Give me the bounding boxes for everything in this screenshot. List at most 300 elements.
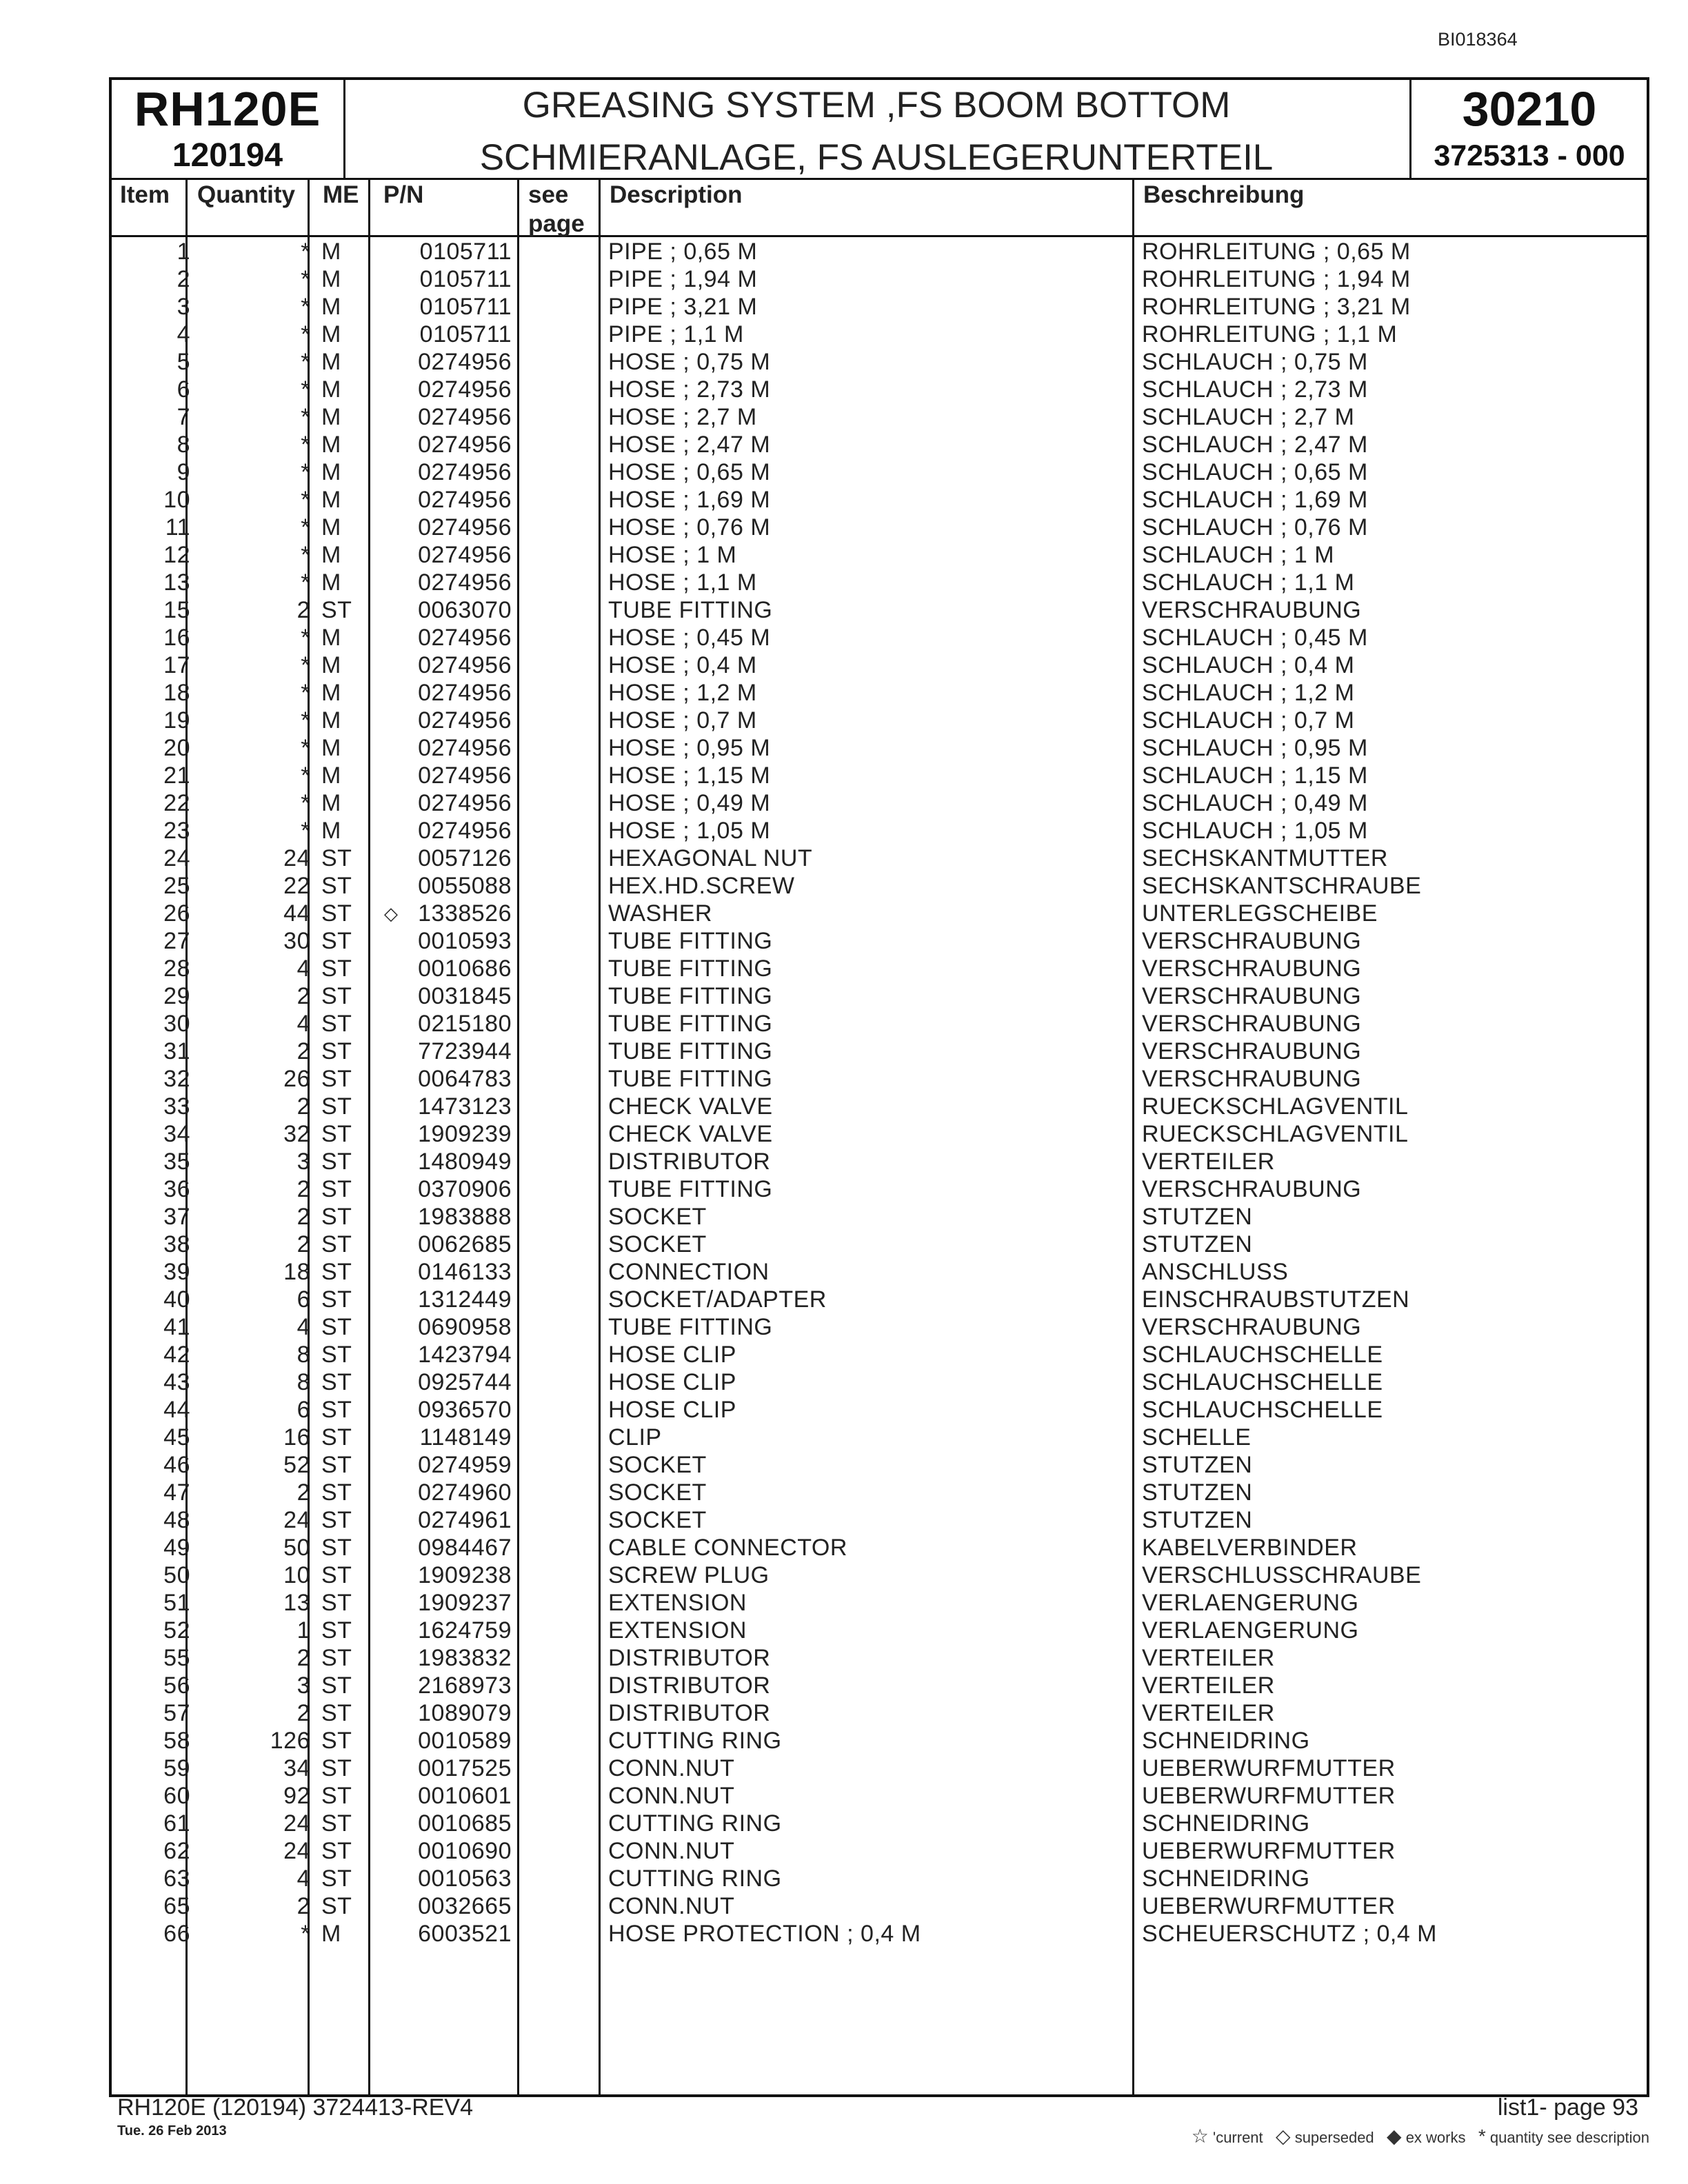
- item-cell: 29: [163, 983, 190, 1009]
- table-row: [112, 1726, 1647, 1754]
- see-page-line-1: see: [528, 181, 569, 208]
- item-cell: 57: [163, 1700, 190, 1726]
- description-cell: HOSE ; 1,1 M: [608, 569, 757, 596]
- pn-cell: 1148149: [419, 1424, 512, 1450]
- me-cell: ST: [321, 1149, 352, 1175]
- me-cell: M: [321, 707, 341, 734]
- description-cell: HOSE ; 1 M: [608, 542, 737, 568]
- diamond-outline-icon: ◇: [1276, 2125, 1291, 2147]
- beschreibung-cell: SECHSKANTMUTTER: [1142, 845, 1388, 871]
- description-cell: TUBE FITTING: [608, 1176, 773, 1202]
- quantity-cell: *: [301, 707, 310, 734]
- table-row: [112, 1202, 1647, 1230]
- item-cell: 22: [163, 790, 190, 816]
- me-cell: M: [321, 680, 341, 706]
- beschreibung-cell: VERSCHRAUBUNG: [1142, 1011, 1362, 1037]
- item-cell: 56: [163, 1672, 190, 1699]
- quantity-cell: 8: [297, 1342, 310, 1368]
- legend-superseded-label: superseded: [1294, 2129, 1374, 2146]
- quantity-cell: 50: [283, 1535, 310, 1561]
- beschreibung-cell: STUTZEN: [1142, 1479, 1253, 1506]
- table-row: [112, 1588, 1647, 1616]
- footer-page: list1- page 93: [1497, 2094, 1638, 2121]
- pn-cell: 0690958: [418, 1314, 512, 1340]
- pn-cell: 0062685: [418, 1231, 512, 1257]
- me-cell: ST: [321, 1452, 352, 1478]
- beschreibung-cell: SCHNEIDRING: [1142, 1810, 1310, 1837]
- table-row: [112, 513, 1647, 540]
- quantity-cell: 2: [297, 1893, 310, 1919]
- pn-cell: 6003521: [418, 1921, 512, 1947]
- quantity-cell: *: [301, 818, 310, 844]
- item-cell: 50: [163, 1562, 190, 1588]
- me-cell: ST: [321, 1231, 352, 1257]
- pn-cell: 0105711: [419, 266, 512, 292]
- item-cell: 21: [163, 762, 190, 789]
- quantity-cell: *: [301, 487, 310, 513]
- pn-cell: 0984467: [418, 1535, 512, 1561]
- table-row: [112, 789, 1647, 816]
- beschreibung-cell: UEBERWURFMUTTER: [1142, 1838, 1396, 1864]
- pn-cell: 1909238: [418, 1562, 512, 1588]
- pn-cell: 0925744: [418, 1369, 512, 1395]
- me-cell: M: [321, 376, 341, 403]
- description-cell: CUTTING RING: [608, 1728, 782, 1754]
- description-cell: TUBE FITTING: [608, 956, 773, 982]
- quantity-cell: *: [301, 762, 310, 789]
- table-row: [112, 292, 1647, 320]
- item-cell: 25: [163, 873, 190, 899]
- column-header-see-page: [528, 181, 585, 239]
- quantity-cell: *: [301, 542, 310, 568]
- beschreibung-cell: RUECKSCHLAGVENTIL: [1142, 1093, 1409, 1120]
- me-cell: ST: [321, 1066, 352, 1092]
- table-row: [112, 899, 1647, 927]
- quantity-cell: 3: [297, 1149, 310, 1175]
- beschreibung-cell: SCHLAUCH ; 0,65 M: [1142, 459, 1368, 485]
- table-row: [112, 568, 1647, 596]
- group-number: 30210: [1462, 82, 1597, 136]
- description-cell: HOSE CLIP: [608, 1397, 736, 1423]
- description-cell: HOSE ; 0,75 M: [608, 349, 771, 375]
- me-cell: ST: [321, 1590, 352, 1616]
- item-cell: 45: [163, 1424, 190, 1450]
- column-header-quantity: Quantity: [197, 181, 295, 208]
- item-cell: 17: [163, 652, 190, 678]
- beschreibung-cell: SCHLAUCH ; 0,4 M: [1142, 652, 1355, 678]
- quantity-cell: *: [301, 294, 310, 320]
- quantity-cell: 30: [283, 928, 310, 954]
- pn-cell: 0105711: [419, 321, 512, 347]
- me-cell: ST: [321, 1728, 352, 1754]
- table-row: [112, 320, 1647, 347]
- pn-cell: 1423794: [418, 1342, 512, 1368]
- item-cell: 26: [163, 900, 190, 927]
- item-cell: 31: [163, 1038, 190, 1064]
- quantity-cell: 126: [270, 1728, 310, 1754]
- me-cell: ST: [321, 1369, 352, 1395]
- pn-cell: 1473123: [418, 1093, 512, 1120]
- model-name: RH120E: [134, 82, 321, 136]
- description-cell: TUBE FITTING: [608, 1011, 773, 1037]
- pn-cell: 0274956: [418, 569, 512, 596]
- description-cell: HOSE ; 0,45 M: [608, 625, 771, 651]
- quantity-cell: *: [301, 790, 310, 816]
- quantity-cell: 13: [283, 1590, 310, 1616]
- item-cell: 51: [163, 1590, 190, 1616]
- description-cell: HOSE ; 0,7 M: [608, 707, 757, 734]
- table-row: [112, 982, 1647, 1009]
- quantity-cell: 4: [297, 956, 310, 982]
- description-cell: PIPE ; 1,94 M: [608, 266, 758, 292]
- me-cell: ST: [321, 1286, 352, 1313]
- item-cell: 43: [163, 1369, 190, 1395]
- beschreibung-cell: SCHLAUCHSCHELLE: [1142, 1397, 1383, 1423]
- beschreibung-cell: VERSCHRAUBUNG: [1142, 1176, 1362, 1202]
- quantity-cell: 8: [297, 1369, 310, 1395]
- item-cell: 12: [163, 542, 190, 568]
- description-cell: CHECK VALVE: [608, 1093, 773, 1120]
- pn-cell: 1312449: [418, 1286, 512, 1313]
- quantity-cell: 26: [283, 1066, 310, 1092]
- item-cell: 59: [163, 1755, 190, 1781]
- beschreibung-cell: SCHLAUCH ; 2,7 M: [1142, 404, 1355, 430]
- quantity-cell: *: [301, 349, 310, 375]
- description-cell: CONNECTION: [608, 1259, 770, 1285]
- legend-current: ': [1212, 2129, 1216, 2146]
- table-row: [112, 678, 1647, 706]
- item-cell: 46: [163, 1452, 190, 1478]
- pn-cell: 0936570: [418, 1397, 512, 1423]
- description-cell: PIPE ; 3,21 M: [608, 294, 758, 320]
- beschreibung-cell: SCHLAUCH ; 1,05 M: [1142, 818, 1368, 844]
- beschreibung-cell: SCHLAUCH ; 1,15 M: [1142, 762, 1368, 789]
- title-german: SCHMIERANLAGE, FS AUSLEGERUNTERTEIL: [479, 137, 1274, 178]
- pn-cell: 1983888: [418, 1204, 512, 1230]
- item-cell: 16: [163, 625, 190, 651]
- description-cell: SCREW PLUG: [608, 1562, 770, 1588]
- table-row: [112, 1478, 1647, 1506]
- item-cell: 66: [163, 1921, 190, 1947]
- beschreibung-cell: SCHLAUCH ; 2,73 M: [1142, 376, 1368, 403]
- item-cell: 6: [177, 376, 190, 403]
- quantity-cell: 2: [297, 1231, 310, 1257]
- me-cell: M: [321, 459, 341, 485]
- quantity-cell: 2: [297, 1176, 310, 1202]
- table-row: [112, 1009, 1647, 1037]
- item-cell: 7: [177, 404, 190, 430]
- quantity-cell: 2: [297, 983, 310, 1009]
- me-cell: M: [321, 266, 341, 292]
- quantity-cell: 1: [297, 1617, 310, 1644]
- description-cell: HOSE ; 0,76 M: [608, 514, 771, 540]
- table-row: [112, 1809, 1647, 1837]
- pn-cell: 1338526: [418, 900, 512, 927]
- me-cell: ST: [321, 1783, 352, 1809]
- legend-quantity-label: quantity see description: [1489, 2129, 1649, 2146]
- pn-cell: 1909239: [418, 1121, 512, 1147]
- me-cell: M: [321, 542, 341, 568]
- pn-cell: 0032665: [418, 1893, 512, 1919]
- me-cell: ST: [321, 900, 352, 927]
- me-cell: ST: [321, 1535, 352, 1561]
- beschreibung-cell: SCHELLE: [1142, 1424, 1252, 1450]
- description-cell: HOSE ; 2,47 M: [608, 432, 771, 458]
- pn-cell: 0274956: [418, 487, 512, 513]
- beschreibung-cell: STUTZEN: [1142, 1452, 1253, 1478]
- item-cell: 61: [163, 1810, 190, 1837]
- quantity-cell: 2: [297, 1645, 310, 1671]
- beschreibung-cell: KABELVERBINDER: [1142, 1535, 1358, 1561]
- item-cell: 27: [163, 928, 190, 954]
- item-cell: 9: [177, 459, 190, 485]
- beschreibung-cell: SCHLAUCH ; 0,76 M: [1142, 514, 1368, 540]
- description-cell: TUBE FITTING: [608, 1314, 773, 1340]
- description-cell: SOCKET: [608, 1479, 707, 1506]
- pn-cell: 0274956: [418, 432, 512, 458]
- pn-cell: 0055088: [418, 873, 512, 899]
- description-cell: TUBE FITTING: [608, 983, 773, 1009]
- me-cell: ST: [321, 1204, 352, 1230]
- see-page-line-2: page: [528, 210, 585, 237]
- description-cell: SOCKET: [608, 1452, 707, 1478]
- table-row: [112, 1147, 1647, 1175]
- beschreibung-cell: SCHLAUCHSCHELLE: [1142, 1342, 1383, 1368]
- beschreibung-cell: VERTEILER: [1142, 1672, 1275, 1699]
- beschreibung-cell: STUTZEN: [1142, 1507, 1253, 1533]
- pn-cell: 0274956: [418, 349, 512, 375]
- item-cell: 8: [177, 432, 190, 458]
- table-row: [112, 1533, 1647, 1561]
- item-cell: 55: [163, 1645, 190, 1671]
- me-cell: ST: [321, 1893, 352, 1919]
- beschreibung-cell: VERSCHRAUBUNG: [1142, 928, 1362, 954]
- pn-cell: 0010690: [418, 1838, 512, 1864]
- quantity-cell: *: [301, 432, 310, 458]
- me-cell: M: [321, 294, 341, 320]
- beschreibung-cell: SCHLAUCH ; 1,1 M: [1142, 569, 1355, 596]
- quantity-cell: 4: [297, 1866, 310, 1892]
- me-cell: ST: [321, 1810, 352, 1837]
- quantity-cell: 6: [297, 1397, 310, 1423]
- item-cell: 36: [163, 1176, 190, 1202]
- quantity-cell: 2: [297, 597, 310, 623]
- parts-list-frame: [109, 77, 1649, 2097]
- beschreibung-cell: UEBERWURFMUTTER: [1142, 1755, 1396, 1781]
- description-cell: CLIP: [608, 1424, 662, 1450]
- table-row: [112, 430, 1647, 458]
- table-row: [112, 1395, 1647, 1423]
- me-cell: ST: [321, 928, 352, 954]
- me-cell: M: [321, 487, 341, 513]
- table-row: [112, 485, 1647, 513]
- pn-cell: 1089079: [418, 1700, 512, 1726]
- item-cell: 10: [163, 487, 190, 513]
- description-cell: DISTRIBUTOR: [608, 1672, 771, 1699]
- quantity-cell: 4: [297, 1011, 310, 1037]
- description-cell: HOSE ; 1,05 M: [608, 818, 771, 844]
- quantity-cell: *: [301, 680, 310, 706]
- table-row: [112, 1864, 1647, 1892]
- item-cell: 28: [163, 956, 190, 982]
- item-cell: 23: [163, 818, 190, 844]
- beschreibung-cell: VERSCHRAUBUNG: [1142, 1066, 1362, 1092]
- description-cell: HOSE ; 2,73 M: [608, 376, 771, 403]
- me-cell: ST: [321, 1838, 352, 1864]
- quantity-cell: *: [301, 514, 310, 540]
- footer-doc-ref: RH120E (120194) 3724413-REV4: [117, 2094, 474, 2121]
- beschreibung-cell: SCHLAUCH ; 0,49 M: [1142, 790, 1368, 816]
- table-row: [112, 706, 1647, 734]
- quantity-cell: 6: [297, 1286, 310, 1313]
- item-cell: 52: [163, 1617, 190, 1644]
- me-cell: ST: [321, 1562, 352, 1588]
- star-icon: ☆: [1191, 2125, 1209, 2147]
- me-cell: ST: [321, 1424, 352, 1450]
- beschreibung-cell: SCHEUERSCHUTZ ; 0,4 M: [1142, 1921, 1437, 1947]
- beschreibung-cell: VERSCHRAUBUNG: [1142, 956, 1362, 982]
- description-cell: HOSE ; 1,2 M: [608, 680, 757, 706]
- quantity-cell: *: [301, 735, 310, 761]
- beschreibung-cell: SCHLAUCH ; 0,95 M: [1142, 735, 1368, 761]
- footer-legend: [1192, 2125, 1649, 2147]
- table-row: [112, 927, 1647, 954]
- table-row: [112, 1781, 1647, 1809]
- beschreibung-cell: ROHRLEITUNG ; 0,65 M: [1142, 239, 1411, 265]
- pn-cell: 2168973: [418, 1672, 512, 1699]
- description-cell: HEXAGONAL NUT: [608, 845, 813, 871]
- description-cell: SOCKET: [608, 1231, 707, 1257]
- me-cell: M: [321, 404, 341, 430]
- description-cell: TUBE FITTING: [608, 1038, 773, 1064]
- table-row: [112, 1175, 1647, 1202]
- item-cell: 24: [163, 845, 190, 871]
- description-cell: DISTRIBUTOR: [608, 1645, 771, 1671]
- table-row: [112, 458, 1647, 485]
- description-cell: SOCKET: [608, 1204, 707, 1230]
- description-cell: CONN.NUT: [608, 1755, 735, 1781]
- description-cell: PIPE ; 0,65 M: [608, 239, 758, 265]
- quantity-cell: *: [301, 459, 310, 485]
- pn-cell: 1983832: [418, 1645, 512, 1671]
- pn-cell: 0146133: [418, 1259, 512, 1285]
- table-row: [112, 1037, 1647, 1064]
- me-cell: M: [321, 349, 341, 375]
- beschreibung-cell: VERSCHRAUBUNG: [1142, 1038, 1362, 1064]
- quantity-cell: 32: [283, 1121, 310, 1147]
- quantity-cell: *: [301, 652, 310, 678]
- pn-cell: 0274956: [418, 514, 512, 540]
- description-cell: HOSE ; 0,49 M: [608, 790, 771, 816]
- quantity-cell: 44: [283, 900, 310, 927]
- description-cell: EXTENSION: [608, 1617, 747, 1644]
- beschreibung-cell: SCHLAUCH ; 1 M: [1142, 542, 1335, 568]
- pn-cell: 0064783: [418, 1066, 512, 1092]
- pn-cell: 0274956: [418, 680, 512, 706]
- quantity-cell: *: [301, 376, 310, 403]
- me-cell: ST: [321, 1342, 352, 1368]
- me-cell: ST: [321, 1617, 352, 1644]
- description-cell: HOSE ; 2,7 M: [608, 404, 757, 430]
- pn-cell: 0063070: [418, 597, 512, 623]
- me-cell: ST: [321, 1011, 352, 1037]
- pn-cell: 0274959: [418, 1452, 512, 1478]
- beschreibung-cell: VERSCHRAUBUNG: [1142, 1314, 1362, 1340]
- me-cell: ST: [321, 1121, 352, 1147]
- item-cell: 11: [165, 514, 190, 540]
- diamond-filled-icon: ◆: [1387, 2125, 1402, 2147]
- beschreibung-cell: VERSCHRAUBUNG: [1142, 597, 1362, 623]
- description-cell: DISTRIBUTOR: [608, 1700, 771, 1726]
- description-cell: CHECK VALVE: [608, 1121, 773, 1147]
- me-cell: ST: [321, 1093, 352, 1120]
- table-row: [112, 403, 1647, 430]
- item-cell: 63: [163, 1866, 190, 1892]
- description-cell: PIPE ; 1,1 M: [608, 321, 744, 347]
- me-cell: M: [321, 321, 341, 347]
- item-cell: 18: [163, 680, 190, 706]
- beschreibung-cell: UEBERWURFMUTTER: [1142, 1893, 1396, 1919]
- pn-cell: 0274956: [418, 818, 512, 844]
- quantity-cell: 2: [297, 1700, 310, 1726]
- table-row: [112, 1616, 1647, 1644]
- item-cell: 19: [163, 707, 190, 734]
- pn-cell: 0274956: [418, 404, 512, 430]
- quantity-cell: 2: [297, 1479, 310, 1506]
- table-row: [112, 1285, 1647, 1313]
- me-cell: ST: [321, 1479, 352, 1506]
- pn-cell: 1480949: [418, 1149, 512, 1175]
- table-row: [112, 1368, 1647, 1395]
- quantity-cell: 22: [283, 873, 310, 899]
- item-cell: 32: [163, 1066, 190, 1092]
- pn-cell: 0031845: [418, 983, 512, 1009]
- beschreibung-cell: VERTEILER: [1142, 1149, 1275, 1175]
- column-header-item: Item: [120, 181, 170, 208]
- item-cell: 4: [177, 321, 190, 347]
- description-cell: HOSE ; 1,69 M: [608, 487, 771, 513]
- table-row: [112, 816, 1647, 844]
- description-cell: CONN.NUT: [608, 1783, 735, 1809]
- table-row: [112, 347, 1647, 375]
- description-cell: HOSE CLIP: [608, 1369, 736, 1395]
- description-cell: TUBE FITTING: [608, 1066, 773, 1092]
- pn-cell: 0274956: [418, 376, 512, 403]
- document-id: BI018364: [1438, 29, 1518, 50]
- quantity-cell: 52: [283, 1452, 310, 1478]
- pn-cell: 0010685: [418, 1810, 512, 1837]
- description-cell: HOSE ; 0,4 M: [608, 652, 757, 678]
- me-cell: ST: [321, 1672, 352, 1699]
- table-row: [112, 871, 1647, 899]
- document-number: 3725313 - 000: [1434, 139, 1625, 172]
- column-header-pn: P/N: [383, 181, 424, 208]
- table-row: [112, 1313, 1647, 1340]
- item-cell: 5: [177, 349, 190, 375]
- quantity-cell: *: [301, 266, 310, 292]
- me-cell: ST: [321, 1259, 352, 1285]
- table-row: [112, 1837, 1647, 1864]
- table-row: [112, 596, 1647, 623]
- table-row: [112, 1064, 1647, 1092]
- me-cell: M: [321, 790, 341, 816]
- description-cell: SOCKET/ADAPTER: [608, 1286, 827, 1313]
- table-row: [112, 1230, 1647, 1257]
- me-cell: M: [321, 239, 341, 265]
- quantity-cell: 24: [283, 1810, 310, 1837]
- me-cell: M: [321, 569, 341, 596]
- pn-cell: 0057126: [418, 845, 512, 871]
